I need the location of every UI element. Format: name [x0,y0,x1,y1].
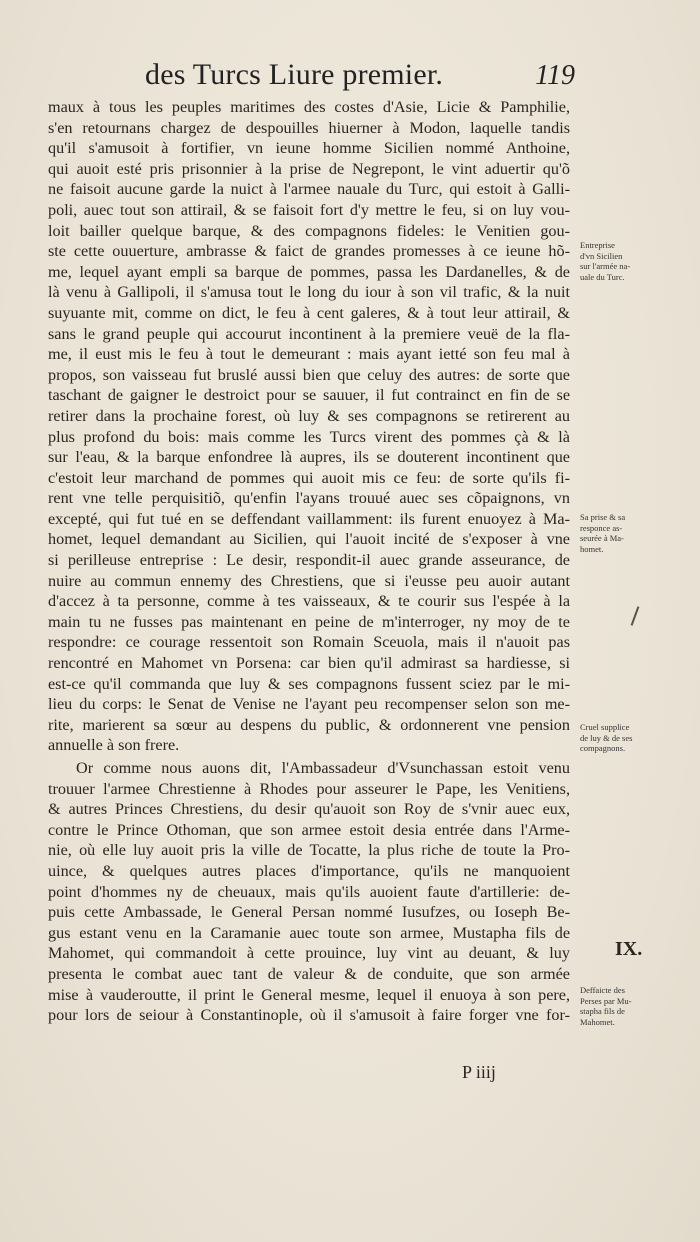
text-line: ste cette ouuerture, ambrasse & faict de grandes promesses à ce ieune hõ- [48,242,570,261]
paragraph-end-line: annuelle à son frere. [48,736,180,755]
text-line: trouuer l'armee Chrestienne à Rhodes pour asseurer le Pape, les Venitiens, [48,779,570,798]
text-line: taschant de gaigner le destroict pour se sauuer, il fut contrainct en fin de se [48,386,570,405]
margin-note-prise [580,512,695,554]
margin-note-line: Sa prise & sa [580,512,626,522]
text-line: homet, lequel demandant au Sicilien, qui l'auoit incité de s'exposer à vne [48,530,570,549]
margin-note-entreprise [580,240,695,282]
text-line: sans le grand peuple qui accourut incontinent à la premiere veuë de la fla- [48,324,570,343]
paragraph-start-line: Or comme nous auons dit, l'Ambassadeur d'Vsunchassan estoit venu [76,759,570,777]
text-line: Mahomet, qui commandoit à cette prouince, luy vint au deuant, & luy [48,944,570,963]
text-line: sur l'eau, & la barque enfondree là aupres, ils se douterent incontinent que [48,448,570,467]
text-line: me, il eust mis le feu à tout le demeurant : mais ayant ietté son feu mal à [48,345,570,364]
margin-note-supplice [580,722,695,754]
main-text [48,97,570,1026]
text-line: si perilleuse entreprise : Le desir, respondit-il auec grande asseurance, de [48,551,570,570]
text-line: main tu ne fusses pas maintenant en peine de m'interroger, ny moy de te [48,612,570,631]
text-line: excepté, qui fut tué en se deffendant vaillamment: ils furent enuoyez à Ma- [48,509,570,528]
margin-note-line: stapha fils de [580,1006,625,1016]
margin-note-line: Mahomet. [580,1016,615,1027]
margin-note-line: homet. [580,543,604,554]
text-line: me, lequel ayant empli sa barque de pommes, passa les Dardanelles, & de [48,262,570,281]
text-line: qu'il s'amusoit à fortifier, vn ieune homme Sicilien nommé Anthoine, [48,139,570,158]
margin-note-deffaicte [580,985,695,1027]
text-line: est-ce qu'il commanda que luy & ses compagnons fussent sciez par le mi- [48,674,570,693]
text-line: retirer dans la prochaine forest, où luy & ses compagnons se retirerent au [48,406,570,425]
margin-note-line: sur l'armée na- [580,261,631,271]
text-line: maux à tous les peuples maritimes des costes d'Asie, Licie & Pamphilie, [48,98,570,116]
text-line: s'en retournans chargez de despouilles hiuerner à Modon, laquelle tandis [48,118,570,137]
running-title: des Turcs Liure premier. [145,58,444,91]
signature-mark: P iiij [462,1062,496,1082]
margin-note-line: uale du Turc. [580,271,625,282]
text-line: ne faisoit aucune garde la nuict à l'armee nauale du Turc, qui estoit à Galli- [48,180,570,199]
text-line: contre le Prince Othoman, que son armee estoit desia entrée dans l'Arme- [48,820,570,839]
margin-note-line: de luy & de ses [580,732,633,743]
text-line: c'estoit leur marchand de pommes qui auoit mis ce feu: de sorte qu'ils fi- [48,468,570,487]
text-line: nie, où elle luy auoit pris la ville de Tocatte, la plus riche de toute la Pro- [48,841,570,860]
text-line: nuire au commun ennemy des Chrestiens, que si i'eusse peu auoir autant [48,571,570,590]
margin-note-line: d'vn Sicilien [580,250,623,261]
text-line: poli, auec tout son attirail, & se faisoit fort d'y mettre le feu, si on luy vou- [48,200,570,219]
text-line: pour lors de seiour à Constantinople, où il s'amusoit à faire forger vne for- [48,1006,570,1025]
text-line: & autres Princes Chrestiens, du desir qu'auoit son Roy de s'vnir auec eux, [48,800,570,819]
text-line: d'accez à ta personne, comme à tes vaisseaux, & te courir sus l'espée à la [48,592,570,611]
margin-note-line: Entreprise [580,240,615,250]
margin-note-line: Deffaicte des [580,985,625,995]
text-line: rent vne telle perquisitiõ, qu'enfin l'ayans trouué auec ses cõpaignons, vn [48,489,570,508]
text-line: respondre: ce courage ressentoit son Romain Sceuola, mais il n'auoit pas [48,633,570,652]
margin-note-line: seurée à Ma- [580,533,624,543]
text-line: mise à vauderoutte, il print le General mesme, lequel il enuoya à son pere, [48,985,570,1004]
text-line: loit bailler quelque barque, & des compagnons fideles: le Venitien gou- [48,221,570,240]
section-number: IX. [615,938,643,960]
page-header [145,58,585,94]
text-line: uince, & quelques autres places d'importance, qu'ils ne manquoient [48,861,570,880]
text-line: propos, son vaisseau fut bruslé aussi bien que celuy des autres: de sorte que [48,365,570,384]
margin-note-line: compagnons. [580,743,626,753]
text-line: lieu du corps: le Senat de Venise ne l'ayant peu recompenser selon son me- [48,695,570,714]
ink-mark [631,606,640,625]
text-line: là venu à Gallipoli, il s'amusa tout le long du iour à son vil trafic, & la nuit [48,283,570,302]
margin-note-line: Cruel supplice [580,722,630,732]
page-number: 119 [535,60,575,91]
text-line: puis cette Ambassade, le General Persan nommé Iusufzes, ou Ioseph Be- [48,903,570,922]
text-line: point d'hommes ny de cheuaux, mais qu'ils auoient faute d'artillerie: de- [48,882,570,901]
text-line: rite, marierent sa sœur au despens du public, & ordonnerent vne pension [48,715,570,734]
text-line: suyuante mit, comme on dict, le feu à cent galeres, & à tout leur attirail, & [48,303,570,322]
text-line: presenta le combat auec tant de valeur & de conduite, que son armée [48,964,570,983]
text-line: rencontré en Mahomet vn Porsena: car bien qu'il admirast sa hardiesse, si [48,654,570,673]
text-line: gus estant venu en la Caramanie auec toute son armee, Mustapha fils de [48,923,570,942]
text-line: plus profond du bois: mais comme les Turcs virent des pommes çà & là [48,427,570,446]
margin-note-line: responce as- [580,522,623,533]
text-line: qui auoit esté pris prisonnier à la prise de Negrepont, le vint aduertir qu'õ [48,159,570,178]
margin-note-line: Perses par Mu- [580,995,632,1006]
